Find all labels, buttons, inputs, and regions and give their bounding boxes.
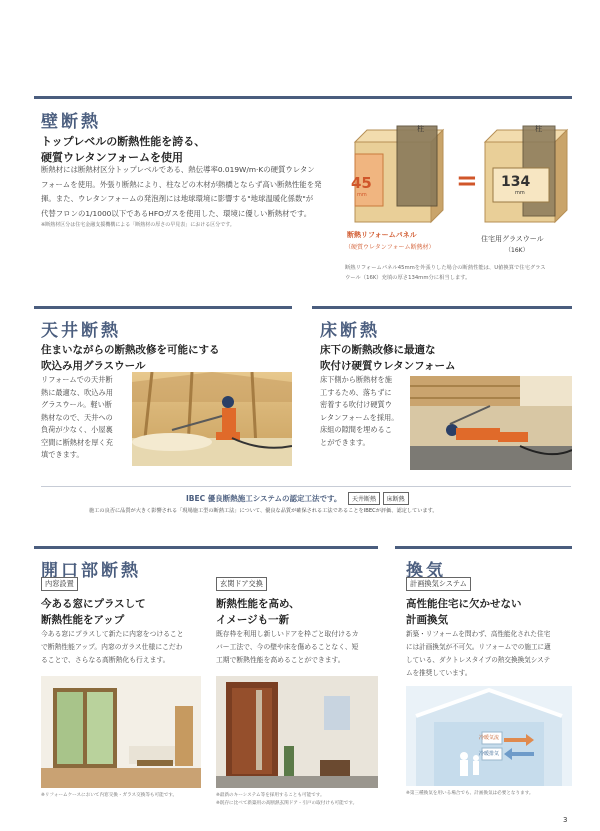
floor-body-line: 床下側から断熱材を施 bbox=[320, 375, 392, 384]
inner-window-room-illustration bbox=[41, 676, 201, 788]
window-body bbox=[41, 628, 209, 667]
wall-body-line: 断熱材には断熱材区分トップレベルである、熱伝導率0.019W/m·Kの硬質ウレタン bbox=[41, 165, 315, 174]
left-thickness-unit: mm bbox=[357, 192, 367, 198]
ceiling-body bbox=[41, 374, 131, 462]
ibec-description: 施工の良否に品質が大きく影響される「現場施工型の断熱工法」について、優良な品質が確保される工法であることをIBECが評価、認定しています。 bbox=[89, 508, 438, 514]
ibec-divider bbox=[41, 486, 571, 487]
ventilation-note: ※第三種換気を用いる場合でも、計画換気は必要となります。 bbox=[406, 791, 534, 796]
entrance-door-illustration bbox=[216, 676, 378, 788]
right-pillar-label: 柱 bbox=[535, 125, 542, 133]
ibec-tag-floor: 床断熱 bbox=[383, 492, 409, 505]
wall-subtitle-2: 硬質ウレタンフォームを使用 bbox=[41, 151, 184, 164]
ventilation-diagram bbox=[406, 686, 572, 786]
wall-subtitle-1: トップレベルの断熱性能を誇る、 bbox=[41, 135, 206, 148]
door-body-line: 工期で断熱性能を高めることができます。 bbox=[216, 656, 345, 664]
ceiling-subtitle-2: 吹込み用グラスウール bbox=[41, 360, 146, 372]
floor-rule bbox=[312, 306, 572, 309]
ventilation-body-line: している、ダクトレスタイプの熱交換換気システ bbox=[406, 656, 551, 664]
floor-subtitle-2: 吹付け硬質ウレタンフォーム bbox=[320, 360, 456, 372]
ceiling-body-line: 負荷が少なく、小屋裏 bbox=[41, 425, 113, 434]
ventilation-body-line: ムを推奨しています。 bbox=[406, 669, 472, 677]
wall-body bbox=[41, 163, 341, 221]
window-photo bbox=[41, 676, 201, 788]
ventilation-subtitle-2: 計画換気 bbox=[406, 614, 448, 626]
equals-sign: = bbox=[456, 166, 478, 196]
ventilation-label-a: 冷暖気流 bbox=[479, 735, 500, 741]
ceiling-body-line: 空間に断熱材を厚く充 bbox=[41, 437, 113, 447]
attic-worker-illustration bbox=[132, 372, 292, 466]
door-body-line: 既存枠を利用し新しいドアを枠ごと取付けるカ bbox=[216, 630, 359, 638]
floor-body bbox=[320, 374, 410, 449]
diagram-note-1: 断熱リフォームパネル45mmを外張りした場合の断熱性能は、U値換算で住宅グラス bbox=[345, 265, 546, 271]
ventilation-tag: 計画換気システム bbox=[406, 577, 471, 591]
ceiling-subtitle-1: 住まいながらの断熱改修を可能にする bbox=[41, 344, 220, 356]
door-note-2: ※既存に比べて新築用の高断熱玄関ドア・引戸の取付けも可能です。 bbox=[216, 801, 358, 806]
ibec-tag-ceiling: 天井断熱 bbox=[348, 492, 380, 505]
wall-body-line: 代替フロンの1/1000以下であるHFOガスを使用した、環境に優しい断熱材です。 bbox=[41, 208, 312, 218]
left-diagram-label-2: （硬質ウレタンフォーム断熱材） bbox=[345, 244, 435, 251]
door-tag: 玄関ドア交換 bbox=[216, 577, 267, 591]
ventilation-title: 換気 bbox=[406, 561, 446, 581]
window-note: ※リフォームケースにおいて内窓交換・ガラス交換等も可能です。 bbox=[41, 793, 178, 798]
right-diagram-label-1: 住宅用グラスウール bbox=[481, 235, 544, 243]
page-number: 3 bbox=[563, 816, 568, 824]
window-tag: 内窓設置 bbox=[41, 577, 78, 591]
ceiling-body-line: 填できます。 bbox=[41, 450, 84, 459]
ceiling-body-line: 熱に最適な、吹込み用 bbox=[41, 387, 113, 397]
wall-note: ※断熱材区分は住宅金融支援機構による「断熱材の厚さの早見表」における区分です。 bbox=[41, 222, 235, 228]
ceiling-rule bbox=[34, 306, 292, 309]
window-subtitle-1: 今ある窓にプラスして bbox=[41, 598, 146, 610]
floor-subtitle-1: 床下の断熱改修に最適な bbox=[320, 344, 436, 356]
ibec-title-row bbox=[186, 492, 409, 505]
ventilation-body-line: には計画換気が不可欠。リフォームでの施工に適 bbox=[406, 643, 551, 651]
left-thickness-value: 45 bbox=[351, 174, 372, 192]
ceiling-title: 天井断熱 bbox=[41, 321, 121, 341]
opening-rule bbox=[34, 546, 378, 549]
floor-body-line: 密着する吹付け硬質ウ bbox=[320, 400, 392, 409]
door-body bbox=[216, 628, 384, 667]
ventilation-rule bbox=[395, 546, 572, 549]
ventilation-body bbox=[406, 628, 574, 680]
floor-body-line: レタンフォームを採用。 bbox=[320, 412, 399, 422]
window-body-line: で断熱性能アップ。内窓のガラス仕様にこだわ bbox=[41, 643, 183, 651]
ventilation-subtitle-1: 高性能住宅に欠かせない bbox=[406, 598, 522, 610]
left-diagram-label-1: 断熱リフォームパネル bbox=[347, 231, 417, 239]
wall-diagram bbox=[345, 118, 575, 258]
ventilation-label-b: 冷暖排気 bbox=[479, 751, 500, 757]
ventilation-body-line: 新築・リフォームを問わず、高性能化された住宅 bbox=[406, 630, 551, 638]
window-subtitle-2: 断熱性能をアップ bbox=[41, 614, 125, 626]
window-body-line: ることで、さらなる高断熱化も行えます。 bbox=[41, 656, 170, 664]
right-thickness-value: 134 bbox=[501, 174, 531, 190]
wall-body-line: フォームを使用。外張り断熱により、柱などの木材が熱橋とならず高い断熱性能を発 bbox=[41, 179, 322, 189]
floor-title: 床断熱 bbox=[320, 321, 380, 341]
wall-body-line: 揮。また、ウレタンフォームの発泡剤には地球環境に影響する"地球温暖化係数"が bbox=[41, 194, 314, 203]
floor-body-line: 工するため、落ちずに bbox=[320, 387, 392, 397]
door-photo bbox=[216, 676, 378, 788]
window-body-line: 今ある窓にプラスして新たに内窓をつけること bbox=[41, 630, 184, 638]
opening-title: 開口部断熱 bbox=[41, 561, 141, 581]
door-subtitle-1: 断熱性能を高め、 bbox=[216, 598, 300, 610]
wall-title: 壁断熱 bbox=[41, 112, 101, 132]
right-thickness-unit: mm bbox=[515, 190, 525, 196]
ibec-title: IBEC 優良断熱施工システムの認定工法です。 bbox=[186, 494, 342, 503]
ceiling-body-line: リフォームでの天井断 bbox=[41, 375, 113, 384]
left-pillar-label: 柱 bbox=[417, 125, 424, 133]
right-diagram-label-2: （16K） bbox=[505, 247, 529, 254]
floor-body-line: 床組の隙間を埋めるこ bbox=[320, 425, 392, 434]
wall-rule bbox=[34, 96, 572, 99]
ceiling-body-line: グラスウール。軽い断 bbox=[41, 400, 112, 409]
floor-body-line: とができます。 bbox=[320, 437, 370, 447]
underfloor-worker-illustration bbox=[410, 376, 572, 470]
diagram-note-2: ウール（16K）充填の厚さ134mm分に相当します。 bbox=[345, 275, 471, 281]
floor-photo bbox=[410, 376, 572, 470]
door-note-1: ※最新のキーシステム等を採用することも可能です。 bbox=[216, 793, 325, 798]
door-subtitle-2: イメージも一新 bbox=[216, 614, 290, 626]
ceiling-body-line: 熱材なので、天井への bbox=[41, 412, 113, 422]
door-body-line: バー工法で、今の壁や床を傷めることなく、短 bbox=[216, 643, 359, 651]
ceiling-photo bbox=[132, 372, 292, 466]
